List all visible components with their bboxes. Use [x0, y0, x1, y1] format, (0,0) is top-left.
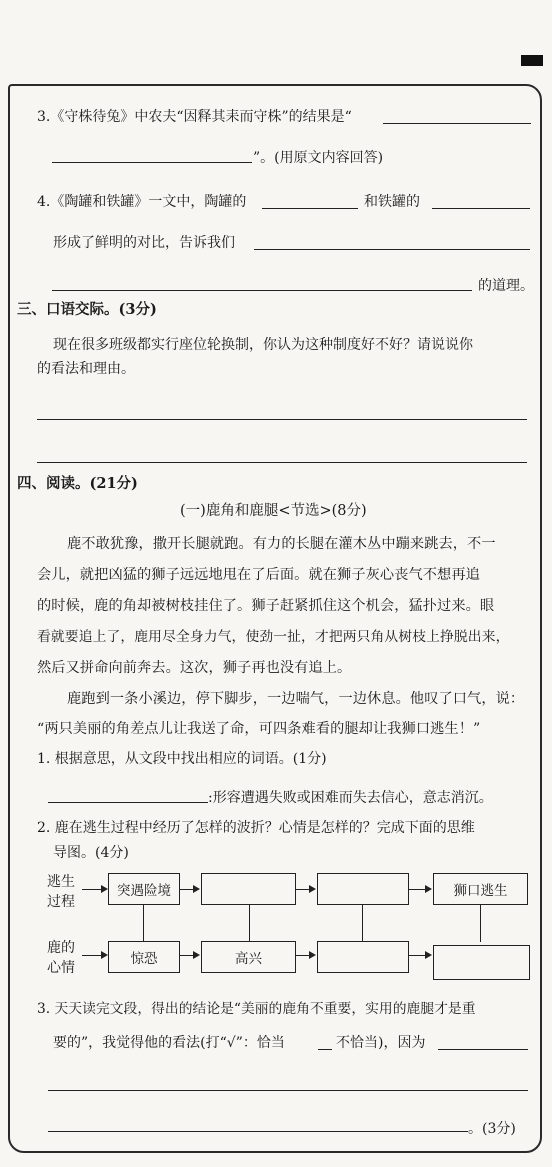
s3-answer-line-2[interactable]: [37, 462, 527, 463]
mood-box-1: 惊恐: [108, 941, 180, 973]
q3-suffix: ”。(用原文内容回答): [253, 150, 384, 166]
mindmap-connector: [249, 905, 250, 942]
rq3-end: 。(3分): [468, 1121, 516, 1137]
rq3-reason-blank-3[interactable]: [48, 1131, 468, 1132]
mindmap-connector: [296, 955, 310, 956]
mood-box-4[interactable]: [433, 945, 530, 980]
rq3-check-appropriate[interactable]: [318, 1049, 332, 1050]
rq1-question: 1. 根据意思，从文段中找出相应的词语。(1分): [37, 751, 327, 767]
mindmap-connector: [82, 889, 102, 890]
passage-title: (一)鹿角和鹿腿<节选>(8分): [180, 503, 367, 519]
mindmap-connector: [480, 905, 481, 942]
arrow-right-icon: [309, 885, 316, 893]
section4-heading: 四、阅读。(21分): [17, 475, 138, 492]
s3-answer-line-1[interactable]: [37, 419, 527, 420]
story-line: 鹿不敢犹豫，撒开长腿就跑。有力的长腿在灌木丛中蹦来跳去，不一: [67, 536, 496, 552]
mindmap-connector: [180, 889, 194, 890]
section3-heading: 三、口语交际。(3分): [17, 301, 157, 318]
process-box-2[interactable]: [201, 873, 296, 905]
q4-middle: 和铁罐的: [364, 194, 420, 210]
mindmap-connector: [143, 905, 144, 942]
q3-prompt: 3.《守株待兔》中农夫“因释其耒而守株”的结果是“: [37, 109, 352, 125]
mindmap-connector: [409, 955, 426, 956]
mindmap-row1-label-a: 逃生: [47, 874, 75, 890]
mindmap-connector: [82, 955, 102, 956]
story-line: “两只美丽的角差点儿让我送了命，可四条难看的腿却让我狮口逃生！”: [37, 721, 481, 737]
rq2-question-line1: 2. 鹿在逃生过程中经历了怎样的波折？心情是怎样的？完成下面的思维: [37, 820, 475, 836]
arrow-right-icon: [101, 885, 108, 893]
rq3-reason-blank-1[interactable]: [438, 1049, 528, 1050]
mindmap-connector: [362, 905, 363, 942]
mindmap-connector: [296, 889, 310, 890]
q4-blank-iron-jar[interactable]: [432, 208, 530, 209]
q4-end: 的道理。: [478, 278, 534, 294]
mindmap-connector: [409, 889, 426, 890]
s3-prompt-line2: 的看法和理由。: [37, 361, 135, 377]
arrow-right-icon: [309, 951, 316, 959]
mindmap-row1-label-b: 过程: [47, 894, 75, 910]
rq3-line2-b: 不恰当)，因为: [336, 1035, 426, 1051]
story-line: 的时候，鹿的角却被树枝挂住了。狮子赶紧抓住这个机会，猛扑过来。眼: [37, 598, 495, 614]
arrow-right-icon: [101, 951, 108, 959]
q4-blank-lesson-2[interactable]: [52, 290, 472, 291]
story-line: 鹿跑到一条小溪边，停下脚步，一边喘气，一边休息。他叹了口气，说：: [67, 691, 525, 707]
story-line: 然后又拼命向前奔去。这次，狮子再也没有追上。: [37, 660, 352, 676]
story-line: 看就要追上了，鹿用尽全身力气，使劲一扯，才把两只角从树枝上挣脱出来，: [37, 629, 510, 645]
mindmap-connector: [180, 955, 194, 956]
arrow-right-icon: [193, 951, 200, 959]
q3-answer-blank-1[interactable]: [383, 123, 531, 124]
mindmap-row2-label-b: 心情: [47, 960, 75, 976]
page-corner-mark: [521, 55, 543, 66]
mood-box-3[interactable]: [317, 941, 409, 973]
s3-prompt-line1: 现在很多班级都实行座位轮换制，你认为这种制度好不好？请说说你: [53, 337, 473, 353]
q4-blank-jar[interactable]: [262, 208, 358, 209]
mindmap-row2-label-a: 鹿的: [47, 940, 75, 956]
rq2-question-line2: 导图。(4分): [53, 845, 129, 861]
rq1-answer-blank[interactable]: [48, 802, 208, 803]
arrow-right-icon: [425, 951, 432, 959]
rq3-line1: 3. 天天读完文段，得出的结论是“美丽的鹿角不重要，实用的鹿腿才是重: [37, 1001, 476, 1017]
mood-box-2: 高兴: [201, 941, 296, 973]
rq3-reason-blank-2[interactable]: [48, 1090, 528, 1091]
rq3-line2-a: 要的”，我觉得他的看法(打“√”：恰当: [53, 1035, 285, 1051]
process-box-3[interactable]: [317, 873, 409, 905]
q4-prompt: 4.《陶罐和铁罐》一文中，陶罐的: [37, 194, 247, 210]
rq1-definition: :形容遭遇失败或困难而失去信心，意志消沉。: [208, 790, 493, 806]
arrow-right-icon: [193, 885, 200, 893]
arrow-right-icon: [425, 885, 432, 893]
q4-blank-lesson-1[interactable]: [254, 249, 530, 250]
process-box-4: 狮口逃生: [433, 873, 528, 905]
q3-answer-blank-2[interactable]: [52, 162, 252, 163]
story-line: 会儿，就把凶猛的狮子远远地甩在了后面。就在狮子灰心丧气不想再追: [37, 567, 480, 583]
q4-line2: 形成了鲜明的对比，告诉我们: [53, 235, 235, 251]
process-box-1: 突遇险境: [108, 873, 180, 905]
